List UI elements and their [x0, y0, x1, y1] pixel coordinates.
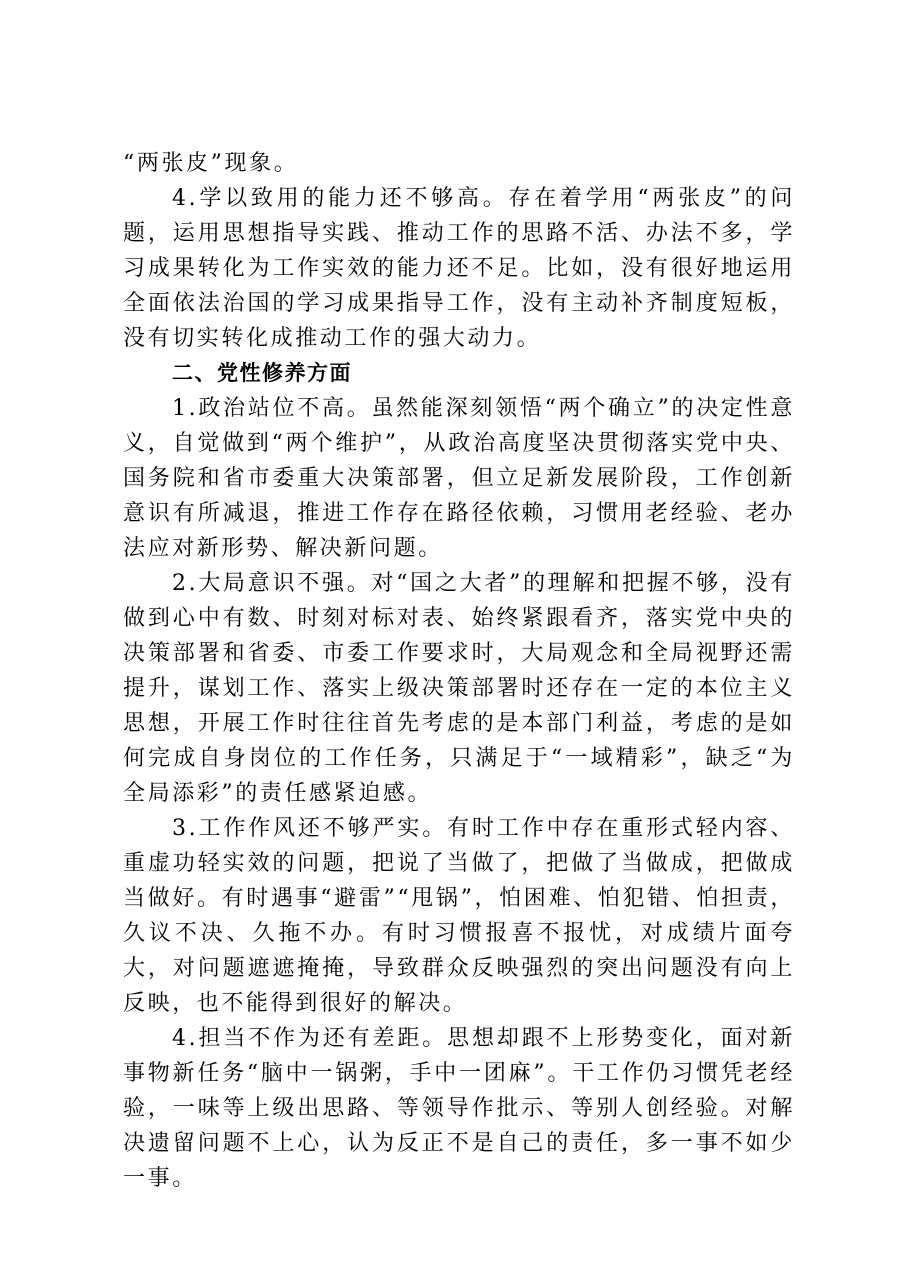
paragraph-work-style: 3.工作作风还不够严实。有时工作中存在重形式轻内容、重虚功轻实效的问题，把说了当做了，把做了当做成，把做成当做好。有时遇事“避雷”“甩锅”，怕困难、怕犯错、怕担责，久议不决、久拖不办。有时习惯报喜不报忧，对成绩片面夸大，对问题遮遮掩掩，导致群众反映强烈的突出问题没有向上反映，也不能得到很好的解决。 — [123, 816, 795, 1016]
section-heading-party-spirit: 二、党性修养方面 — [172, 361, 352, 385]
continuation-paragraph: “两张皮”现象。 — [123, 151, 299, 176]
paragraph-responsibility: 4.担当不作为还有差距。思想却跟不上形势变化，面对新事物新任务“脑中一锅粥，手中一团麻”。干工作仍习惯凭老经验，一味等上级出思路、等领导作批示、等别人创经验。对解决遗留问题不上心，认为反正不是自己的责任，多一事不如少一事。 — [123, 1026, 795, 1191]
paragraph-study-application: 4.学以致用的能力还不够高。存在着学用“两张皮”的问题，运用思想指导实践、推动工作的思路不活、办法不多，学习成果转化为工作实效的能力还不足。比如，没有很好地运用全面依法治国的学习成果指导工作，没有主动补齐制度短板，没有切实转化成推动工作的强大动力。 — [123, 186, 795, 351]
paragraph-overall-awareness: 2.大局意识不强。对“国之大者”的理解和把握不够，没有做到心中有数、时刻对标对表、始终紧跟看齐，落实党中央的决策部署和省委、市委工作要求时，大局观念和全局视野还需提升，谋划工作、落实上级决策部署时还存在一定的本位主义思想，开展工作时往往首先考虑的是本部门利益，考虑的是如何完成自身岗位的工作任务，只满足于“一域精彩”，缺乏“为全局添彩”的责任感紧迫感。 — [123, 571, 795, 806]
document-body — [123, 146, 795, 1196]
paragraph-political-stance: 1.政治站位不高。虽然能深刻领悟“两个确立”的决定性意义，自觉做到“两个维护”，从政治高度坚决贯彻落实党中央、国务院和省市委重大决策部署，但立足新发展阶段，工作创新意识有所减退，推进工作存在路径依赖，习惯用老经验、老办法应对新形势、解决新问题。 — [123, 396, 795, 561]
